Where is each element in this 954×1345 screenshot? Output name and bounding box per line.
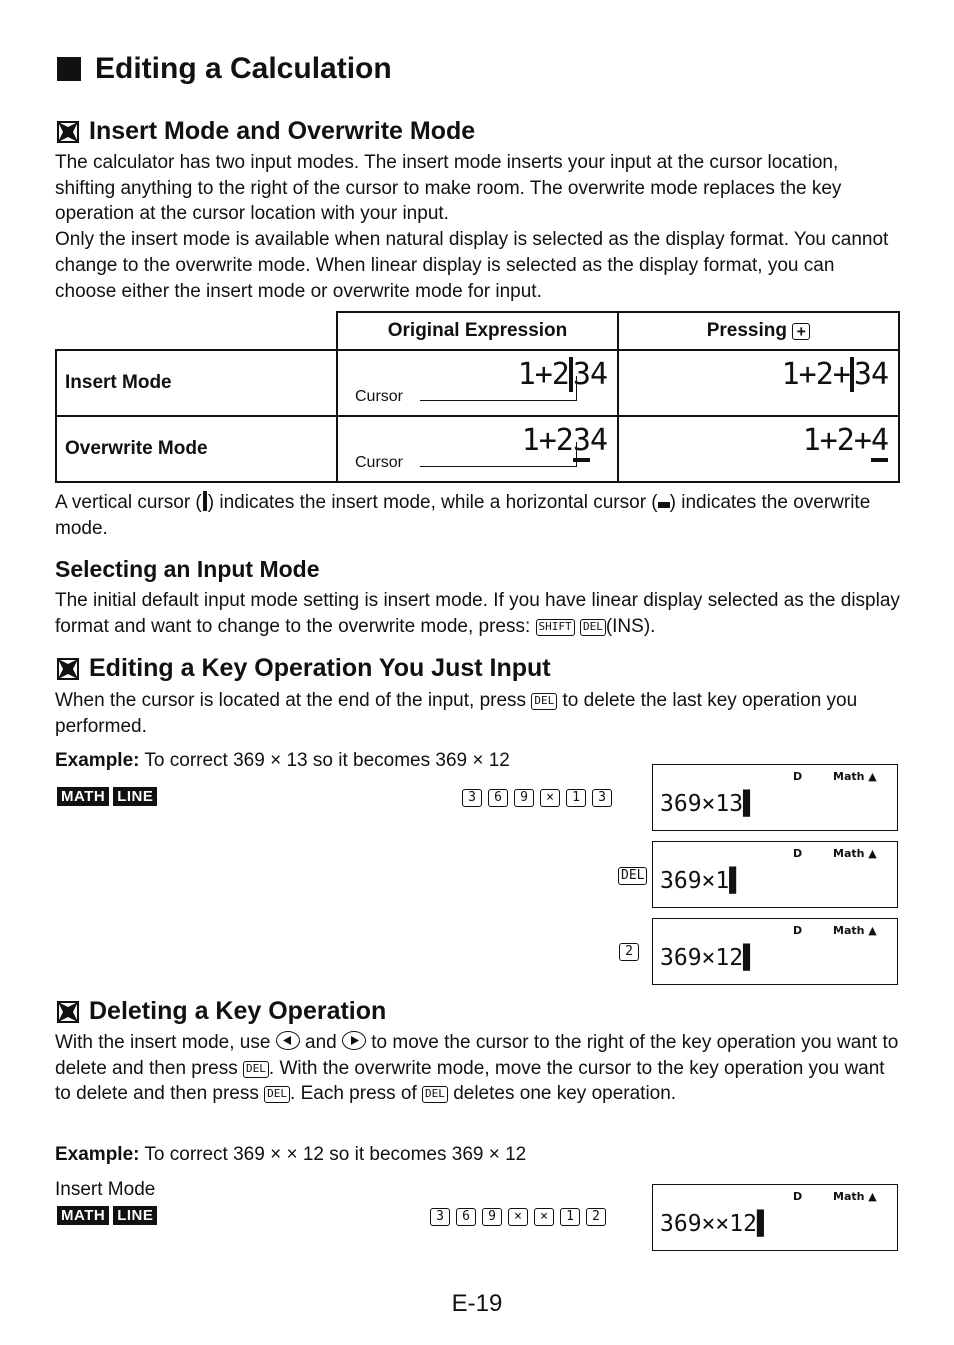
page-title: Editing a Calculation <box>57 52 392 86</box>
subheading-selecting-mode: Selecting an Input Mode <box>55 556 320 582</box>
right-arrow-key-icon <box>342 1031 366 1050</box>
left-arrow-key-icon <box>276 1031 300 1050</box>
mode-badges <box>57 787 161 806</box>
del-key: DEL <box>264 1086 290 1103</box>
overwrite-result-cell <box>618 416 899 482</box>
key-1: 1 <box>560 1208 580 1226</box>
page-number: E-19 <box>451 1290 503 1317</box>
cursor-label: Cursor <box>355 454 404 471</box>
cursor-icon: ▌ <box>743 791 757 817</box>
mode-table <box>55 311 900 483</box>
mode-badges <box>57 1206 161 1225</box>
screen-display: 369×13▌ <box>660 791 757 817</box>
math-indicator: Math ▲ <box>833 770 877 783</box>
diamond-box-icon <box>57 1001 79 1023</box>
col-pressing: Pressing + <box>618 312 899 350</box>
del-key: DEL <box>580 619 606 636</box>
cursor-note: A vertical cursor ( ) indicates the insert mode, while a horizontal cursor ( ) indicates the overwrite mode. <box>55 492 871 539</box>
row-label-overwrite: Overwrite Mode <box>56 416 337 482</box>
table-corner <box>56 312 337 350</box>
math-indicator: Math ▲ <box>833 924 877 937</box>
section-heading-deleting: Deleting a Key Operation <box>57 997 386 1026</box>
key-3: 3 <box>592 789 612 807</box>
cursor-label: Cursor <box>355 388 404 405</box>
degree-indicator: D <box>793 1190 803 1203</box>
section-heading-editing: Editing a Key Operation You Just Input <box>57 654 551 683</box>
math-indicator: Math ▲ <box>833 1190 877 1203</box>
lcd-expression: 1+234 <box>522 423 607 458</box>
lcd-expression: 1+2+ 34 <box>781 357 888 392</box>
plus-key: + <box>792 323 810 340</box>
section-heading-insert-overwrite: Insert Mode and Overwrite Mode <box>57 117 475 146</box>
key-9: 9 <box>482 1208 502 1226</box>
del-key: DEL <box>243 1061 269 1078</box>
lcd-expression: 1+2+4 <box>803 423 888 458</box>
key-sequence <box>430 1208 606 1226</box>
cursor-leader-line <box>420 442 577 467</box>
line-badge: LINE <box>113 1206 157 1225</box>
key-6: 6 <box>488 789 508 807</box>
paragraph: With the insert mode, use and to move the cursor to the right of the key operation you want to delete and then press DEL . With the overwrite mode, move the cursor to the key operation you want to delete and then press DEL . Each press of DEL deletes one key operation. <box>55 1032 899 1105</box>
del-key: DEL <box>618 867 647 885</box>
cursor-icon: ▌ <box>743 945 757 971</box>
row-label-insert: Insert Mode <box>56 350 337 416</box>
insert-result-cell <box>618 350 899 416</box>
key-6: 6 <box>456 1208 476 1226</box>
key-3: 3 <box>462 789 482 807</box>
horizontal-cursor-icon <box>658 502 670 508</box>
key-3: 3 <box>430 1208 450 1226</box>
line-badge: LINE <box>113 787 157 806</box>
screen-display: 369×1▌ <box>660 868 744 894</box>
insert-original-cell <box>337 350 618 416</box>
key-multiply: × <box>534 1208 554 1226</box>
example-line: Example: To correct 369 × × 12 so it becomes 369 × 12 <box>55 1144 527 1165</box>
key-multiply: × <box>508 1208 528 1226</box>
shift-key: SHIFT <box>536 619 575 636</box>
del-key: DEL <box>531 693 557 710</box>
degree-indicator: D <box>793 924 803 937</box>
calculator-screen <box>652 918 898 985</box>
example-line: Example: To correct 369 × 13 so it becomes 369 × 12 <box>55 750 510 771</box>
cursor-icon: ▌ <box>729 868 744 894</box>
screen-display: 369×12▌ <box>660 945 757 971</box>
paragraph: The calculator has two input modes. The insert mode inserts your input at the cursor location, shifting anything to the right of the cursor to make room. The overwrite mode replaces the key operation at the cursor location with your input. Only the insert mode is available when natural display is selected as the display format. You cannot change to the overwrite mode. When linear display is selected as the display format, you can choose either the insert mode or overwrite mode for input. <box>55 152 889 302</box>
degree-indicator: D <box>793 847 803 860</box>
key-2: 2 <box>619 943 639 961</box>
calculator-screen <box>652 764 898 831</box>
mode-label: Insert Mode <box>55 1179 156 1200</box>
overwrite-original-cell <box>337 416 618 482</box>
cursor-icon: ▌ <box>756 1211 771 1237</box>
paragraph: The initial default input mode setting is insert mode. If you have linear display selected as the display format and want to change to the overwrite mode, press: SHIFT DEL (INS). <box>55 590 900 637</box>
calculator-screen <box>652 841 898 908</box>
vertical-cursor-icon <box>203 491 207 511</box>
diamond-box-icon <box>57 658 79 680</box>
col-original: Original Expression <box>337 312 618 350</box>
paragraph: When the cursor is located at the end of the input, press DEL to delete the last key operation you performed. <box>55 690 858 737</box>
calculator-screen <box>652 1184 898 1251</box>
key-sequence <box>619 943 639 961</box>
screen-display: 369××12▌ <box>660 1211 771 1237</box>
lcd-expression: 1+2 34 <box>517 357 607 392</box>
key-2: 2 <box>586 1208 606 1226</box>
key-multiply: × <box>540 789 560 807</box>
del-key: DEL <box>422 1086 448 1103</box>
black-square-icon <box>57 57 81 81</box>
math-badge: MATH <box>57 1206 109 1225</box>
key-1: 1 <box>566 789 586 807</box>
key-9: 9 <box>514 789 534 807</box>
math-indicator: Math ▲ <box>833 847 877 860</box>
key-sequence <box>618 867 647 885</box>
degree-indicator: D <box>793 770 803 783</box>
diamond-box-icon <box>57 121 79 143</box>
cursor-leader-line <box>420 376 577 401</box>
key-sequence <box>462 789 612 807</box>
math-badge: MATH <box>57 787 109 806</box>
